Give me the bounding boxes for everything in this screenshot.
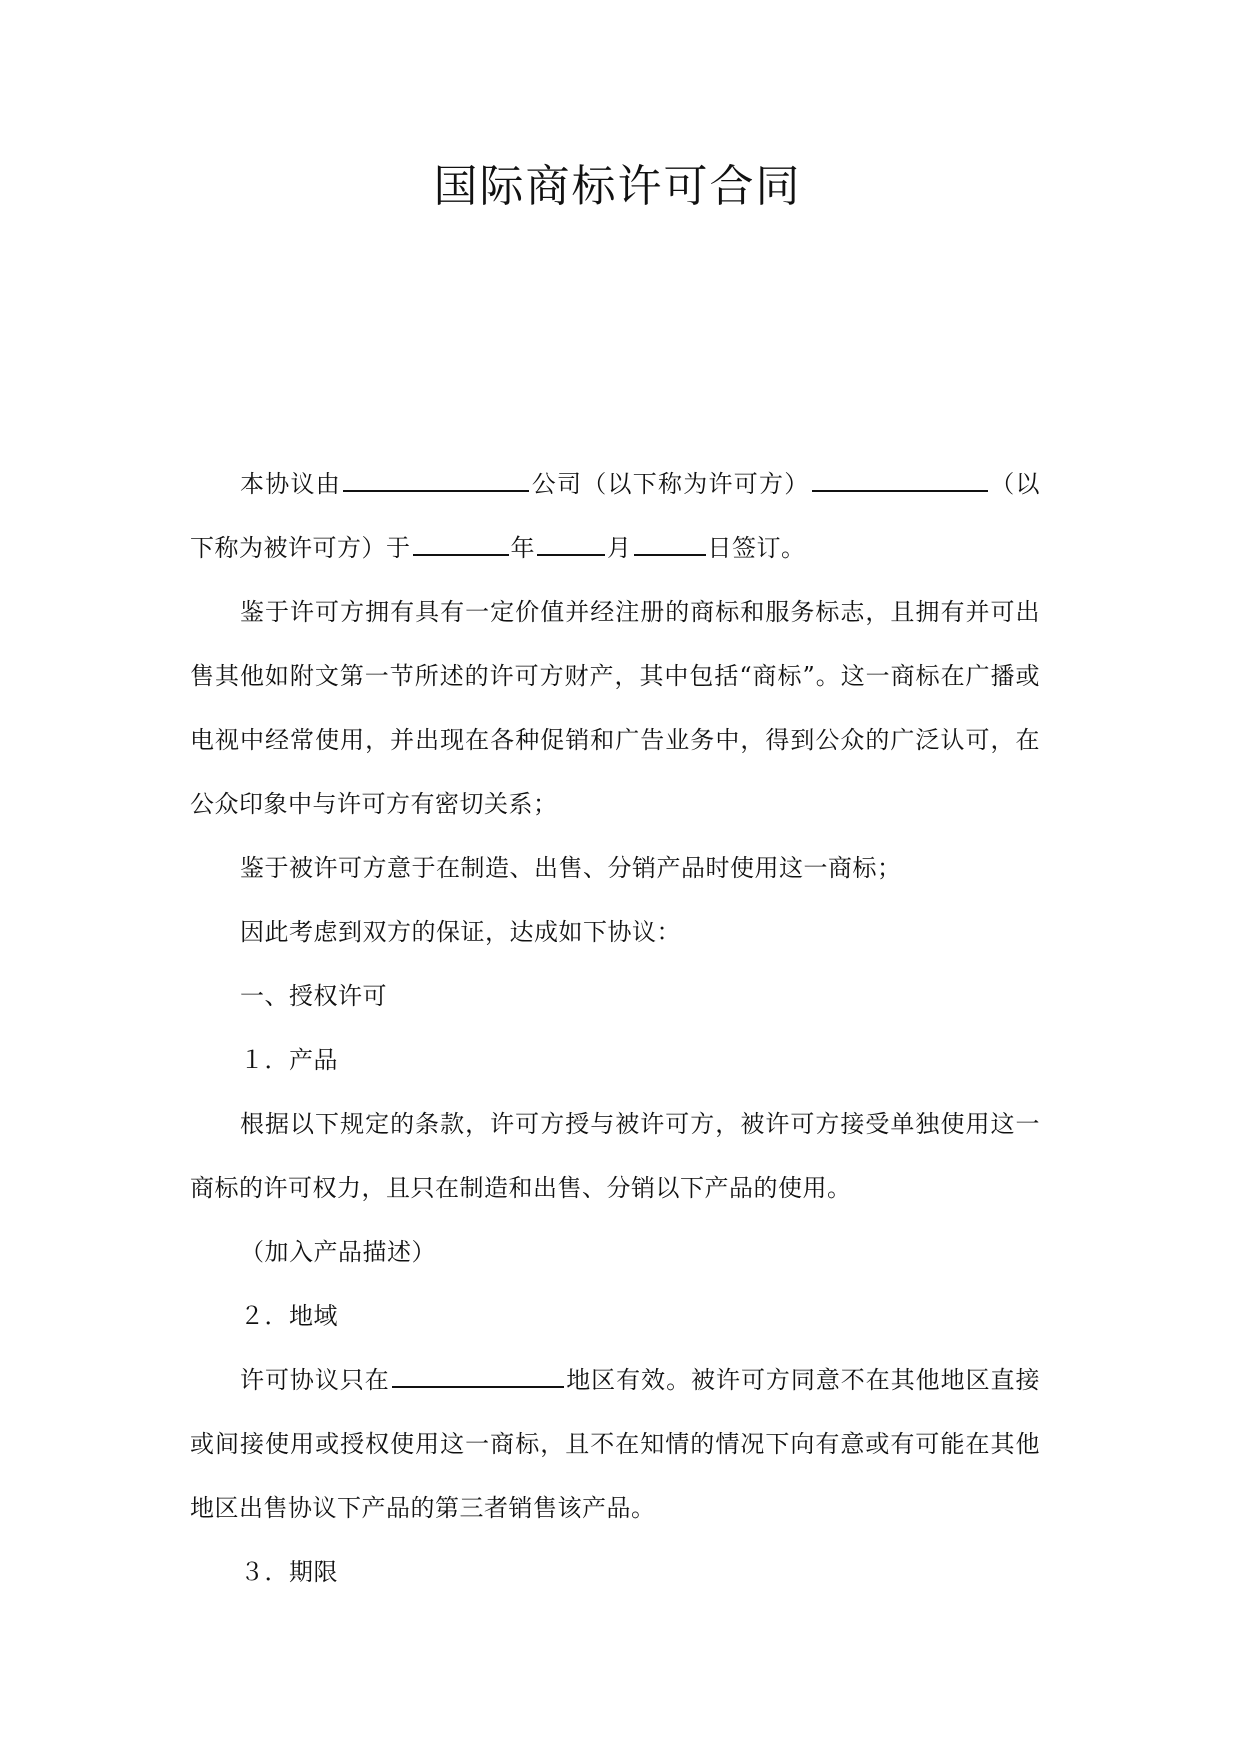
subsection-heading-products: １．产品	[240, 1046, 338, 1074]
parties-text-year: 年	[510, 534, 535, 562]
paragraph-product-description: （加入产品描述）	[240, 1238, 436, 1266]
parties-text-month: 月	[607, 534, 632, 562]
territory-blank[interactable]	[392, 1358, 564, 1388]
parties-text-day: 日签订。	[707, 534, 806, 562]
licensor-blank[interactable]	[343, 462, 529, 492]
paragraph-whereas-licensee: 鉴于被许可方意于在制造、出售、分销产品时使用这一商标；	[240, 854, 902, 882]
document-title: 国际商标许可合同	[433, 161, 802, 212]
territory-text-b: 地区有效。被许可方同意不在其他地区直接或间接使用或授权使用这一商标，且不在知情的情况下向有意或有可能在其他地区出售协议下产品的第三者销售该产品。	[190, 1366, 1041, 1522]
day-blank[interactable]	[634, 526, 706, 556]
paragraph-territory	[190, 1348, 1040, 1540]
subsection-heading-territory: ２．地域	[240, 1302, 338, 1330]
parties-text-b: 公司（以下称为许可方）	[531, 470, 810, 498]
paragraph-products: 根据以下规定的条款，许可方授与被许可方，被许可方接受单独使用这一商标的许可权力，且只在制造和出售、分销以下产品的使用。	[190, 1110, 1040, 1202]
parties-text-c: （以下称为被许可方）于	[190, 470, 1040, 562]
paragraph-whereas-licensor: 鉴于许可方拥有具有一定价值并经注册的商标和服务标志，且拥有并可出售其他如附文第一节所述的许可方财产，其中包括“商标”。这一商标在广播或电视中经常使用，并出现在各种促销和广告业务中，得到公众的广泛认可，在公众印象中与许可方有密切关系；	[190, 598, 1040, 818]
territory-text-a: 许可协议只在	[240, 1366, 390, 1394]
month-blank[interactable]	[537, 526, 605, 556]
parties-text-a: 本协议由	[240, 470, 341, 498]
year-blank[interactable]	[413, 526, 509, 556]
paragraph-agreement: 因此考虑到双方的保证，达成如下协议：	[240, 918, 681, 946]
licensee-blank[interactable]	[812, 462, 988, 492]
subsection-heading-term: ３．期限	[240, 1558, 338, 1586]
document-body	[190, 452, 1040, 1604]
paragraph-parties	[190, 452, 1040, 580]
section-heading-grant: 一、授权许可	[240, 982, 387, 1010]
